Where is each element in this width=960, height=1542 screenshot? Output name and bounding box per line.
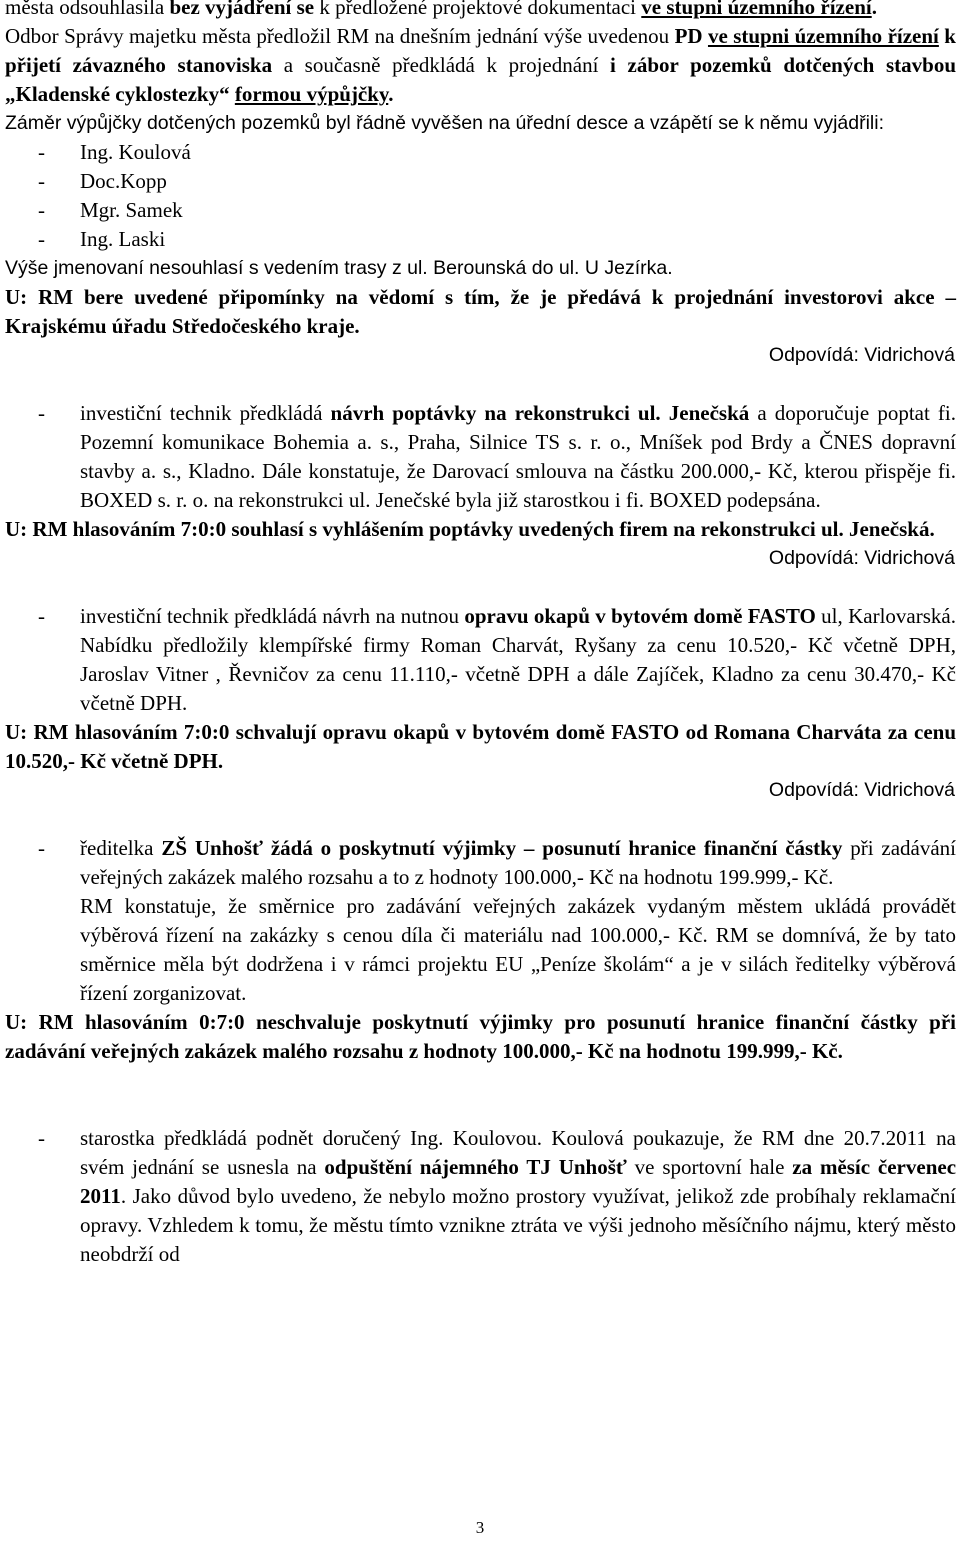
text: Výše jmenovaní nesouhlasí s vedením trasy z ul. Berounská do ul. U Jezírka. (5, 257, 673, 279)
text: k předložené projektové dokumentaci (314, 0, 642, 19)
list-item (38, 225, 960, 254)
bold-text: ZŠ Unhošť žádá o poskytnutí výjimky – posunutí hranice finanční částky (161, 836, 843, 860)
responsible-1: Odpovídá: Vidrichová (768, 344, 955, 366)
resolution-3 (0, 718, 960, 776)
bold-underlined-text: formou výpůjčky (234, 82, 389, 106)
text: . (871, 0, 877, 19)
text: ve sportovní hale (626, 1155, 793, 1179)
bold-text: za měsíc červenec 2011 (80, 1155, 957, 1208)
name: Mgr. Samek (80, 198, 183, 222)
objector-list (0, 138, 960, 254)
bold-text: k přijetí závazného stanoviska (5, 24, 956, 77)
bold-text: odpuštění nájemného TJ Unhošť (324, 1155, 627, 1179)
dash: - (38, 401, 45, 425)
bold-text: U: RM hlasováním 0:7:0 neschvaluje poskytnutí výjimky pro posunutí hranice finanční částky při zadávání veřejných zakázek malého rozsahu z hodnoty 100.000,- Kč na hodnotu 199.999,- Kč. (5, 1010, 956, 1063)
list-item (38, 167, 960, 196)
resolution-2 (0, 515, 960, 544)
bold-underlined-text: ve stupni územního řízení (707, 24, 939, 48)
paragraph-odbor (0, 22, 960, 109)
bold-text: U: RM hlasováním 7:0:0 souhlasí s vyhlášením poptávky uvedených firem na rekonstrukci ul. Jenečská. (5, 517, 935, 541)
dash: - (38, 140, 45, 164)
paragraph-intro (0, 0, 960, 22)
text: Odbor Správy majetku města předložil RM na dnešním jednání výše uvedenou (5, 24, 675, 48)
dash: - (38, 227, 45, 251)
responsible-3: Odpovídá: Vidrichová (768, 779, 955, 801)
text: při zadávání veřejných zakázek malého rozsahu a to z hodnoty 100.000,- Kč na hodnotu 199.999,- Kč. (80, 836, 956, 889)
list-item (38, 196, 960, 225)
bold-text: návrh poptávky na rekonstrukci ul. Jenečská (330, 401, 750, 425)
list-item (38, 138, 960, 167)
text: a současně předkládá k projednání (272, 53, 611, 77)
bold-text: U: RM hlasováním 7:0:0 schvalují opravu okapů v bytovém domě FASTO od Romana Charváta za cenu 10.520,- Kč včetně DPH. (5, 720, 956, 773)
agenda-item-tj-unhost (0, 1124, 960, 1269)
resolution-1 (0, 283, 960, 341)
name: Doc.Kopp (80, 169, 167, 193)
name: Ing. Laski (80, 227, 166, 251)
bold-text: PD (674, 24, 708, 48)
text: . (388, 82, 394, 106)
text: ředitelka (80, 836, 162, 860)
text: investiční technik předkládá návrh na nutnou (80, 604, 465, 628)
bold-underlined-text: ve stupni územního řízení (641, 0, 872, 19)
text: . Jako důvod bylo uvedeno, že nebylo možno prostory využívat, jelikož zde probíhaly reklamační opravy. Vzhledem k tomu, že městu tímto vznikne ztráta ve výši jednoho měsíčního nájmu, který město neobdrží od (80, 1184, 956, 1266)
dash: - (38, 1126, 45, 1150)
dash: - (38, 836, 45, 860)
bold-text: bez vyjádření se (169, 0, 315, 19)
agenda-item-jenecska (0, 399, 960, 515)
agenda-item-okapy (0, 602, 960, 718)
agenda-item-zs-unhost (0, 834, 960, 892)
paragraph-zamer: Záměr výpůjčky dotčených pozemků byl řádně vyvěšen na úřední desce a vzápětí se k němu vyjádřili: (5, 112, 885, 134)
name: Ing. Koulová (80, 140, 191, 164)
text: investiční technik předkládá (80, 401, 331, 425)
dash: - (38, 169, 45, 193)
dash: - (38, 198, 45, 222)
paragraph-smernice: RM konstatuje, že směrnice pro zadávání veřejných zakázek vydaným městem ukládá provádět výběrová řízení na zakázky s cenou díla či materiálu nad 100.000,- Kč. RM se domnívá, že by tato směrnice měla být dodržena i v rámci projektu EU „Peníze školám“ a je v silách ředitelky výběrová řízení zorganizovat. (80, 894, 956, 1005)
text: ul, Karlovarská. Nabídku předložily klempířské firmy Roman Charvát, Ryšany za cenu 10.520,- Kč včetně DPH, Jaroslav Vitner , Řevničov za cenu 11.110,- včetně DPH a dále Zajíček, Kladno za cenu 30.470,- Kč včetně DPH. (80, 604, 956, 715)
text: starostka předkládá podnět doručený Ing. Koulovou. Koulová poukazuje, že RM dne 20.7.2011 na svém jednání se usnesla na (80, 1126, 956, 1179)
dash: - (38, 604, 45, 628)
bold-text: U: RM bere uvedené připomínky na vědomí s tím, že je předává k projednání investorovi akce – Krajskému úřadu Středočeského kraje. (5, 285, 956, 338)
page-number: 3 (475, 1518, 485, 1537)
bold-text: opravu okapů v bytovém domě FASTO (464, 604, 816, 628)
resolution-4 (0, 1008, 960, 1066)
bold-text: i zábor pozemků dotčených stavbou „Kladenské cyklostezky“ (5, 53, 957, 106)
text: města odsouhlasila (5, 0, 170, 19)
text: a doporučuje poptat fi. Pozemní komunikace Bohemia a. s., Praha, Silnice TS s. r. o., Mníšek pod Brdy a ČNES dopravní stavby a. s., Kladno. Dále konstatuje, že Darovací smlouva na částku 200.000,- Kč, kterou přispěje fi. BOXED s. r. o. na rekonstrukci ul. Jenečské byla již starostkou i fi. BOXED podepsána. (80, 401, 956, 512)
responsible-2: Odpovídá: Vidrichová (768, 547, 955, 569)
paragraph-nesouhlas (0, 254, 960, 283)
